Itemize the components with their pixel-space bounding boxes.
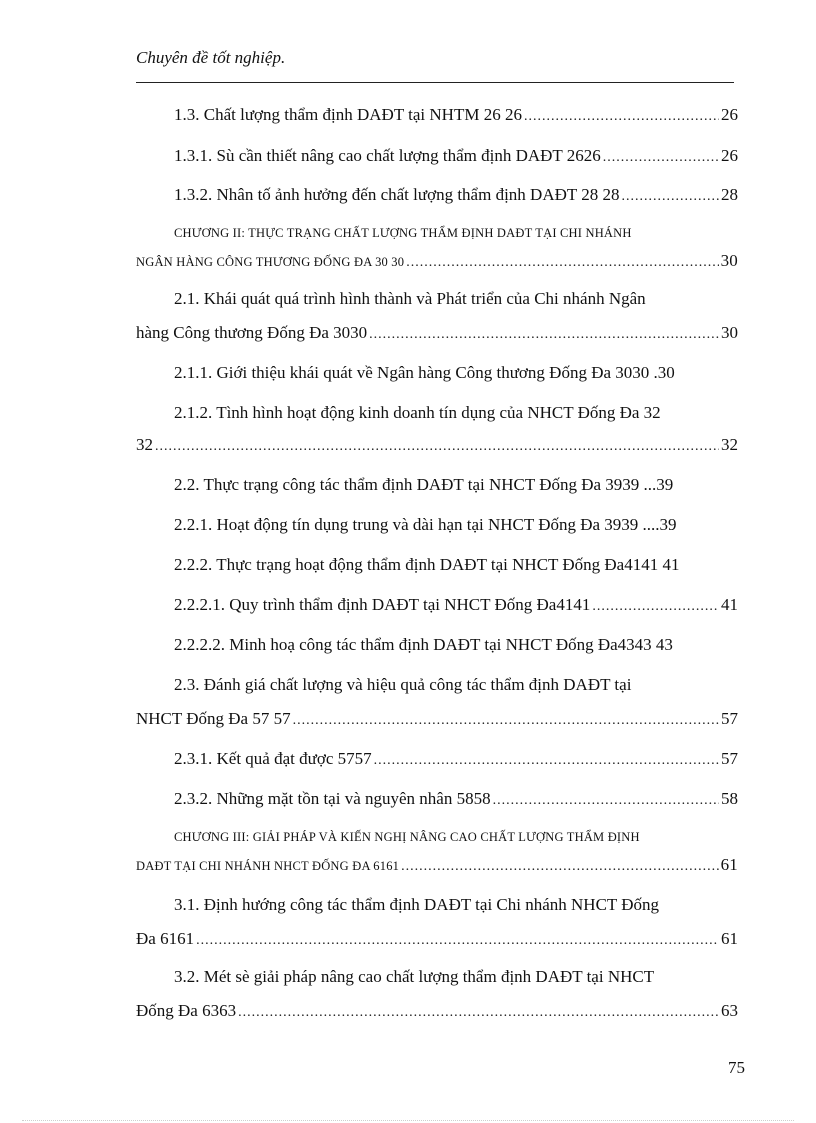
toc-entry-page: 58 <box>721 789 738 808</box>
toc-entry-text: 2.2. Thực trạng công tác thẩm định DAĐT tại NHCT Đống Đa 3939 ...39 <box>174 475 674 494</box>
toc-entry[interactable] <box>174 594 738 618</box>
toc-entry-text: 1.3.1. Sù cần thiết nâng cao chất lượng thẩm định DAĐT 2626 <box>174 146 601 165</box>
toc-entry[interactable] <box>174 104 738 128</box>
toc-entry[interactable] <box>136 854 738 878</box>
toc-leader-dots <box>238 1002 719 1024</box>
toc-entry-text: 2.1.2. Tình hình hoạt động kinh doanh tín dụng của NHCT Đống Đa 32 <box>174 403 661 422</box>
toc-leader-dots <box>592 596 719 618</box>
toc-entry-text: DAĐT TẠI CHI NHÁNH NHCT ĐỐNG ĐA 6161 <box>136 859 400 873</box>
toc-entry-text: 2.2.2.2. Minh hoạ công tác thẩm định DAĐT tại NHCT Đống Đa4343 43 <box>174 635 673 654</box>
toc-entry[interactable] <box>174 634 738 656</box>
toc-entry[interactable] <box>174 514 738 536</box>
toc-entry[interactable] <box>136 322 738 346</box>
toc-leader-dots <box>401 856 718 878</box>
toc-entry-text: 2.2.2. Thực trạng hoạt động thẩm định DAĐT tại NHCT Đống Đa4141 41 <box>174 555 680 574</box>
toc-leader-dots <box>406 252 718 274</box>
toc-entry-text: 2.3.1. Kết quả đạt được 5757 <box>174 749 372 768</box>
toc-entry-text: CHƯƠNG II: THỰC TRẠNG CHẤT LƯỢNG THẨM ĐỊNH DAĐT TẠI CHI NHÁNH <box>174 226 632 240</box>
toc-entry-text: 2.1. Khái quát quá trình hình thành và Phát triển của Chi nhánh Ngân <box>174 289 646 308</box>
toc-entry[interactable] <box>174 894 738 916</box>
header-title: Chuyên đề tốt nghiệp. <box>136 48 286 67</box>
toc-leader-dots <box>293 710 719 732</box>
toc-entry-page: 30 <box>720 251 738 270</box>
toc-chapter-heading[interactable] <box>174 222 738 244</box>
toc-entry[interactable] <box>174 288 738 310</box>
toc-leader-dots <box>493 790 719 812</box>
toc-entry-text: NGÂN HÀNG CÔNG THƯƠNG ĐỐNG ĐA 30 30 <box>136 255 405 269</box>
toc-entry[interactable] <box>136 1000 738 1024</box>
toc-entry-text: Đa 6161 <box>136 929 195 948</box>
toc-entry[interactable] <box>174 184 738 208</box>
toc-entry-page: 28 <box>721 185 738 204</box>
toc-leader-dots <box>374 750 719 772</box>
toc-entry-text: 2.2.2.1. Quy trình thẩm định DAĐT tại NHCT Đống Đa4141 <box>174 595 591 614</box>
toc-leader-dots <box>524 106 719 128</box>
toc-entry[interactable] <box>174 788 738 812</box>
toc-entry-page: 57 <box>721 749 738 768</box>
toc-entry[interactable] <box>136 708 738 732</box>
toc-entry-page: 32 <box>721 435 738 454</box>
toc-entry-page: 41 <box>721 595 738 614</box>
page-number: 75 <box>728 1058 745 1077</box>
toc-entry-text: 2.2.1. Hoạt động tín dụng trung và dài hạn tại NHCT Đống Đa 3939 ....39 <box>174 515 677 534</box>
toc-entry-text: 3.1. Định hướng công tác thẩm định DAĐT tại Chi nhánh NHCT Đống <box>174 895 660 914</box>
toc-entry-page: 63 <box>721 1001 738 1020</box>
toc-entry-page: 61 <box>720 855 738 874</box>
toc-entry-page: 30 <box>721 323 738 342</box>
toc-entry[interactable] <box>174 674 738 696</box>
toc-entry-text: 2.3. Đánh giá chất lượng và hiệu quả công tác thẩm định DAĐT tại <box>174 675 632 694</box>
toc-entry[interactable] <box>174 748 738 772</box>
toc-entry-text: 2.1.1. Giới thiệu khái quát về Ngân hàng Công thương Đống Đa 3030 .30 <box>174 363 675 382</box>
toc-entry[interactable] <box>136 250 738 274</box>
toc-entry[interactable] <box>174 966 738 988</box>
toc-entry-page: 61 <box>721 929 738 948</box>
toc-leader-dots <box>369 324 719 346</box>
toc-entry-page: 26 <box>721 105 738 124</box>
toc-entry-text: CHƯƠNG III: GIẢI PHÁP VÀ KIẾN NGHỊ NÂNG CAO CHẤT LƯỢNG THẨM ĐỊNH <box>174 830 640 844</box>
toc-leader-dots <box>196 930 719 952</box>
toc-entry-text: 2.3.2. Những mặt tồn tại và nguyên nhân 5858 <box>174 789 491 808</box>
toc-entry-text: 3.2. Mét sè giải pháp nâng cao chất lượng thẩm định DAĐT tại NHCT <box>174 967 655 986</box>
toc-chapter-heading[interactable] <box>174 826 738 848</box>
toc-entry[interactable] <box>174 145 738 169</box>
toc-entry[interactable] <box>136 434 738 458</box>
toc-entry-text: 1.3. Chất lượng thẩm định DAĐT tại NHTM 26 26 <box>174 105 522 124</box>
page-bottom-edge <box>22 1120 794 1121</box>
toc-leader-dots <box>155 436 719 458</box>
toc-leader-dots <box>603 147 719 169</box>
toc-entry-text: NHCT Đống Đa 57 57 <box>136 709 291 728</box>
toc-entry[interactable] <box>174 474 738 496</box>
toc-entry[interactable] <box>174 362 738 384</box>
header-divider <box>136 82 734 83</box>
toc-entry-text: Đống Đa 6363 <box>136 1001 237 1020</box>
toc-entry[interactable] <box>174 402 738 424</box>
toc-entry[interactable] <box>136 928 738 952</box>
toc-entry-page: 57 <box>721 709 738 728</box>
toc-entry[interactable] <box>174 554 738 576</box>
toc-entry-text: 1.3.2. Nhân tố ảnh hưởng đến chất lượng thẩm định DAĐT 28 28 <box>174 185 620 204</box>
toc-entry-text: 32 <box>136 435 153 454</box>
toc-leader-dots <box>621 186 719 208</box>
toc-entry-page: 26 <box>721 146 738 165</box>
toc-entry-text: hàng Công thương Đống Đa 3030 <box>136 323 368 342</box>
